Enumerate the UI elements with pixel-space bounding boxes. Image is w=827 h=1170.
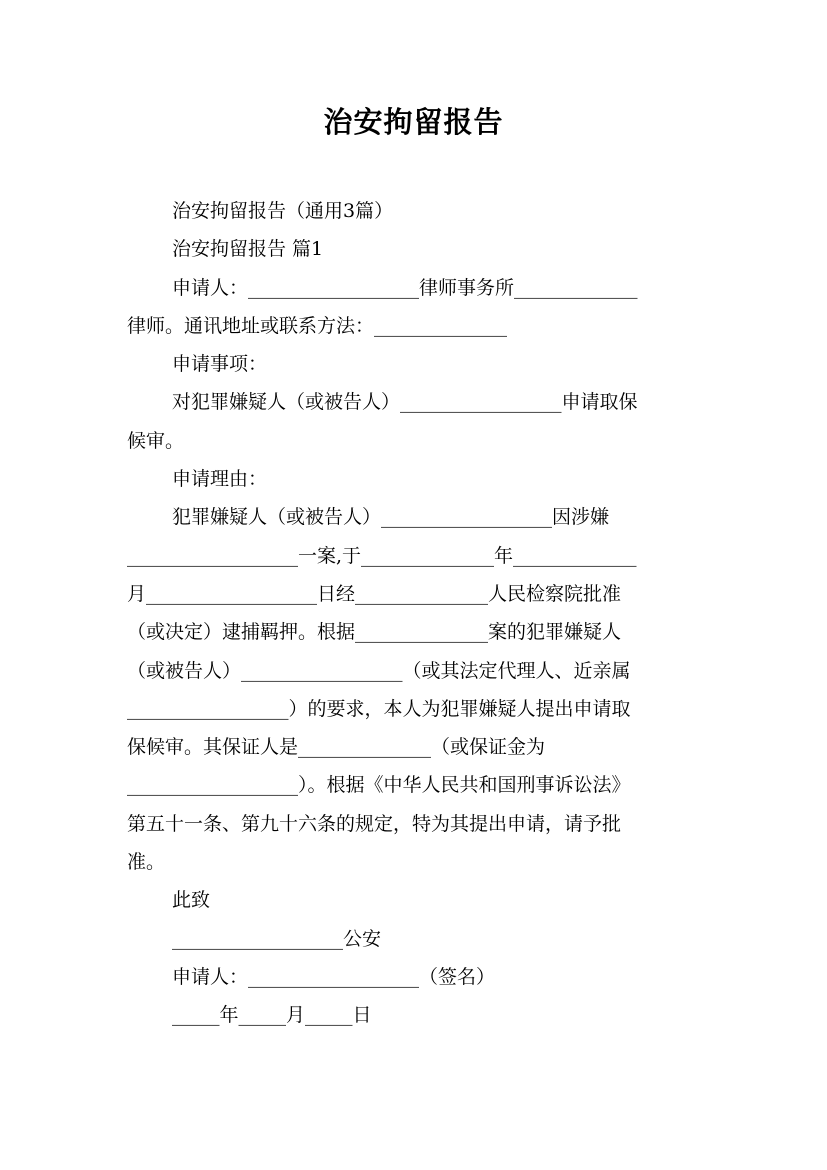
contact-line: 律师。通讯地址或联系方法：______________ (127, 314, 508, 337)
section-heading: 治安拘留报告 篇1 (172, 238, 324, 261)
reason-line-10: 准。 (127, 851, 166, 874)
reason-line-1: 犯罪嫌疑人（或被告人）__________________因涉嫌 (172, 506, 610, 529)
reason-line-7: 保候审。其保证人是______________（或保证金为 (127, 736, 546, 759)
document-title: 治安拘留报告 (323, 105, 504, 139)
reason-label: 申请理由： (172, 468, 268, 491)
document-body (127, 192, 702, 1035)
reason-line-8: __________________）。根据《中华人民共和国刑事诉讼法》 (127, 774, 631, 797)
request-line: 对犯罪嫌疑人（或被告人）_________________申请取保 (172, 391, 638, 414)
reason-line-5: （或被告人）_________________（或其法定代理人、近亲属 (127, 659, 631, 682)
applicant-line: 申请人：__________________律师事务所_____________ (172, 276, 638, 299)
reason-line-2: __________________一案,于______________年_____________ (127, 544, 637, 567)
reason-line-9: 第五十一条、第九十六条的规定，特为其提出申请，请予批 (127, 812, 622, 835)
salutation: 此致 (172, 889, 211, 912)
request-line-cont: 候审。 (127, 429, 185, 452)
reason-line-4: （或决定）逮捕羁押。根据______________案的犯罪嫌疑人 (127, 621, 622, 644)
recipient-line: __________________公安 (172, 927, 382, 950)
signature-line: 申请人：__________________（签名） (172, 965, 496, 988)
reason-line-3: 月__________________日经______________人民检察院批准 (127, 582, 622, 605)
request-items-label: 申请事项： (172, 353, 268, 376)
date-line: _____年_____月_____日 (172, 1004, 372, 1027)
subtitle-line: 治安拘留报告（通用3篇） (172, 200, 394, 222)
reason-line-6: _________________）的要求，本人为犯罪嫌疑人提出申请取 (127, 697, 631, 720)
